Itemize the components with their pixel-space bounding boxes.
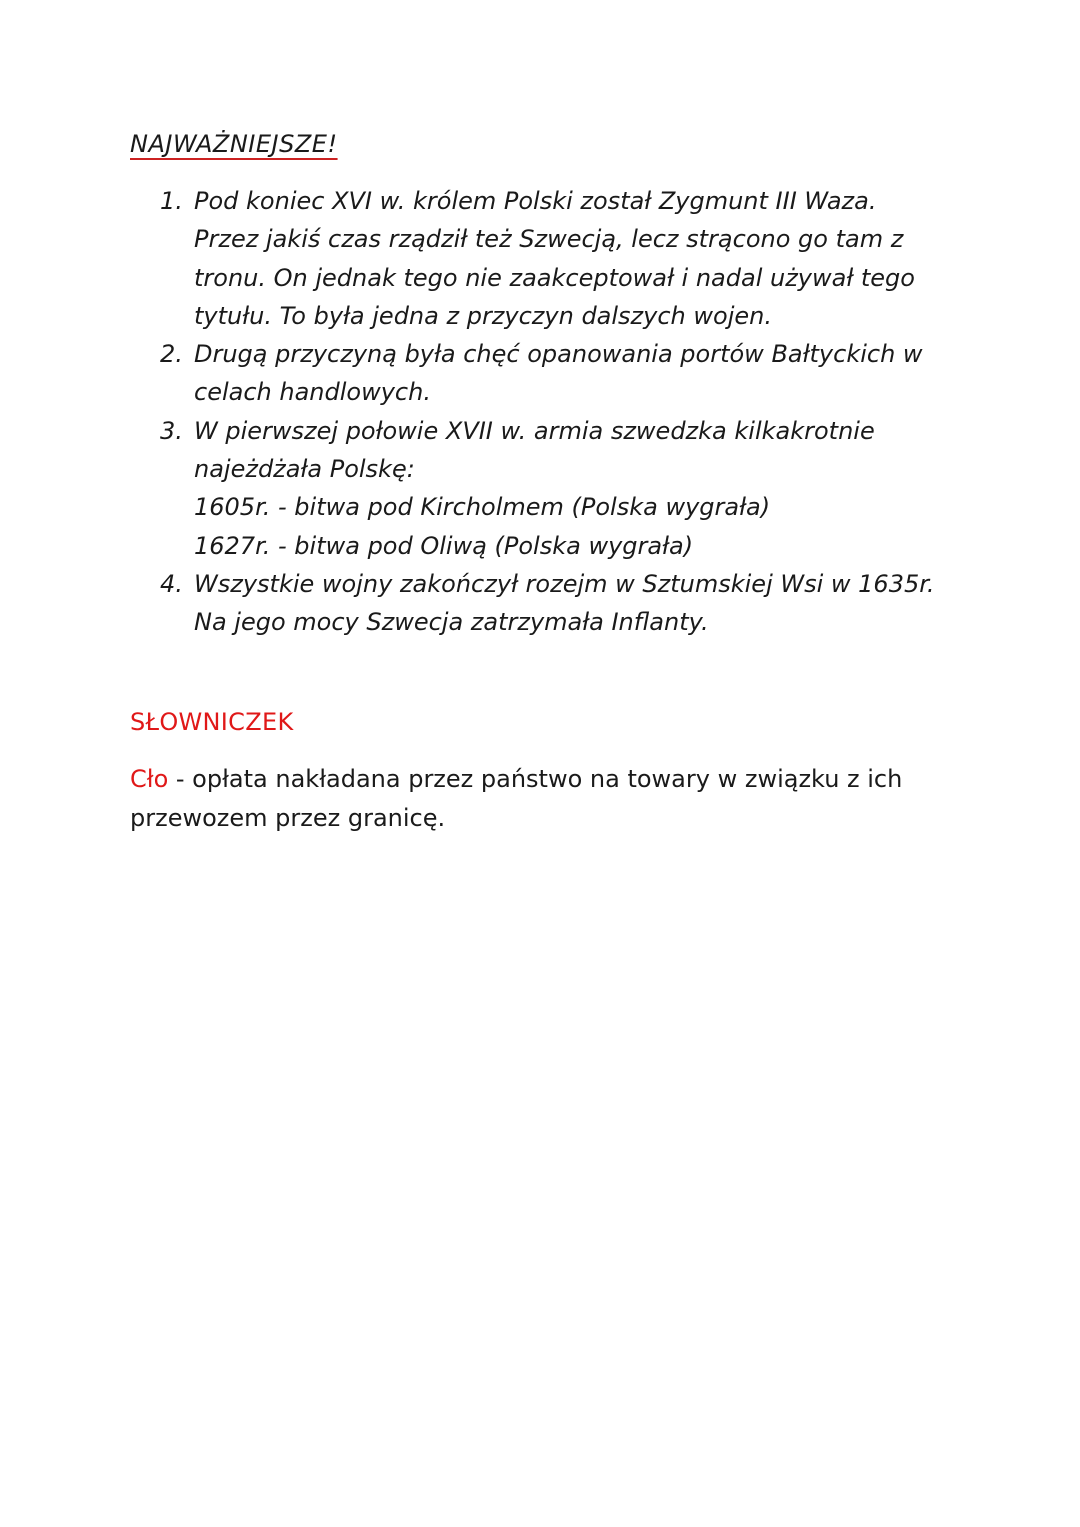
list-item-number: 1. bbox=[160, 187, 183, 215]
list-item-line: tronu. On jednak tego nie zaakceptował i nadal używał tego bbox=[194, 263, 915, 292]
list-item-line: 1627r. - bitwa pod Oliwą (Polska wygrała) bbox=[194, 531, 694, 560]
list-item-line: Na jego mocy Szwecja zatrzymała Inflanty. bbox=[194, 608, 709, 637]
list-item-line: 1605r. - bitwa pod Kircholmem (Polska wygrała) bbox=[194, 493, 771, 522]
list-item-line: Wszystkie wojny zakończył rozejm w Sztumskiej Wsi w 1635r. bbox=[194, 569, 935, 598]
list-item bbox=[160, 565, 960, 642]
list-item-number: 4. bbox=[160, 569, 183, 598]
key-points-list bbox=[160, 182, 960, 642]
list-item bbox=[160, 412, 960, 565]
list-item bbox=[160, 182, 960, 335]
list-item-number: 3. bbox=[160, 416, 183, 445]
glossary-entry bbox=[130, 760, 930, 838]
list-item-line: Pod koniec XVI w. królem Polski został Zygmunt III Waza. bbox=[194, 187, 877, 215]
list-item-line: Drugą przyczyną była chęć opanowania portów Bałtyckich w bbox=[194, 340, 923, 369]
list-item-line: Przez jakiś czas rządził też Szwecją, lecz strącono go tam z bbox=[194, 225, 904, 254]
list-item bbox=[160, 335, 960, 412]
list-item-line: najeżdżała Polskę: bbox=[194, 455, 415, 484]
glossary-definition-continued: przewozem przez granicę. bbox=[130, 804, 446, 832]
list-item-line: celach handlowych. bbox=[194, 378, 431, 407]
list-item-number: 2. bbox=[160, 340, 183, 369]
glossary-title: SŁOWNICZEK bbox=[130, 708, 294, 736]
glossary-definition: - opłata nakładana przez państwo na towary w związku z ich bbox=[168, 765, 903, 793]
list-item-line: W pierwszej połowie XVII w. armia szwedzka kilkakrotnie bbox=[194, 416, 875, 445]
section-heading-najwazniejsze: NAJWAŻNIEJSZE! bbox=[130, 130, 338, 158]
glossary-term: Cło bbox=[130, 765, 169, 793]
glossary-entry-line bbox=[130, 760, 930, 799]
list-item-line: tytułu. To była jedna z przyczyn dalszych wojen. bbox=[194, 301, 772, 330]
